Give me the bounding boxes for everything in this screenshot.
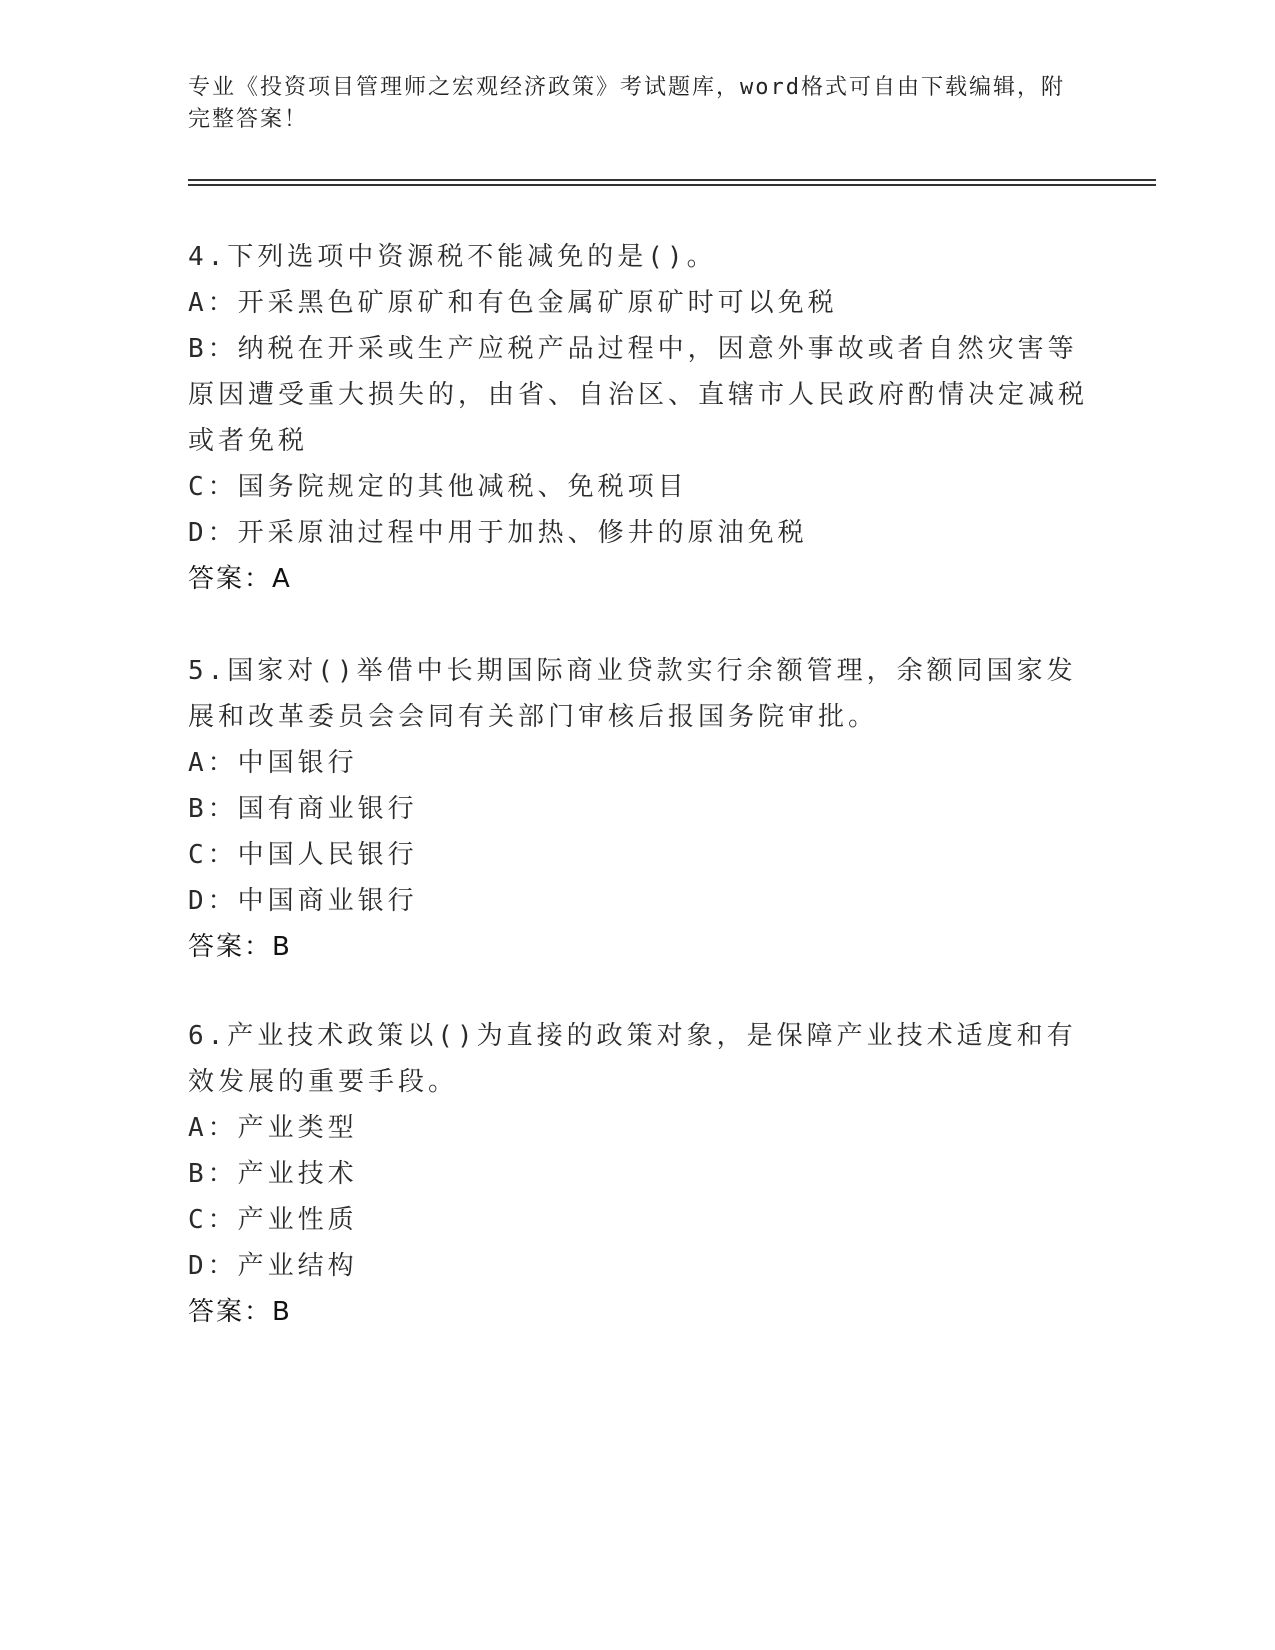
answer: 答案：A	[188, 564, 292, 594]
option-b: B：国有商业银行	[188, 794, 418, 824]
question-6	[188, 1013, 1088, 1335]
header-divider-bottom	[188, 184, 1156, 186]
option-a: A：产业类型	[188, 1113, 358, 1143]
option-a: A：开采黑色矿原矿和有色金属矿原矿时可以免税	[188, 288, 838, 318]
question-stem: 5.国家对()举借中长期国际商业贷款实行余额管理，余额同国家发展和改革委员会会同有关部门审核后报国务院审批。	[188, 656, 1077, 732]
option-c: C：国务院规定的其他减税、免税项目	[188, 472, 688, 502]
option-d: D：中国商业银行	[188, 886, 418, 916]
option-d: D：产业结构	[188, 1251, 358, 1281]
header-divider-top	[188, 179, 1156, 181]
option-b: B：纳税在开采或生产应税产品过程中，因意外事故或者自然灾害等原因遭受重大损失的，由省、自治区、直辖市人民政府酌情决定减税或者免税	[188, 334, 1089, 456]
document-intro: 专业《投资项目管理师之宏观经济政策》考试题库，word格式可自由下载编辑，附完整答案！	[188, 75, 1065, 132]
answer: 答案：B	[188, 1297, 292, 1327]
question-stem: 4.下列选项中资源税不能减免的是()。	[188, 242, 717, 272]
question-4	[188, 234, 1088, 602]
answer: 答案：B	[188, 932, 292, 962]
option-a: A：中国银行	[188, 748, 358, 778]
question-5	[188, 648, 1088, 970]
option-b: B：产业技术	[188, 1159, 358, 1189]
question-stem: 6.产业技术政策以()为直接的政策对象，是保障产业技术适度和有效发展的重要手段。	[188, 1021, 1077, 1097]
option-c: C：产业性质	[188, 1205, 358, 1235]
option-c: C：中国人民银行	[188, 840, 418, 870]
option-d: D：开采原油过程中用于加热、修井的原油免税	[188, 518, 808, 548]
